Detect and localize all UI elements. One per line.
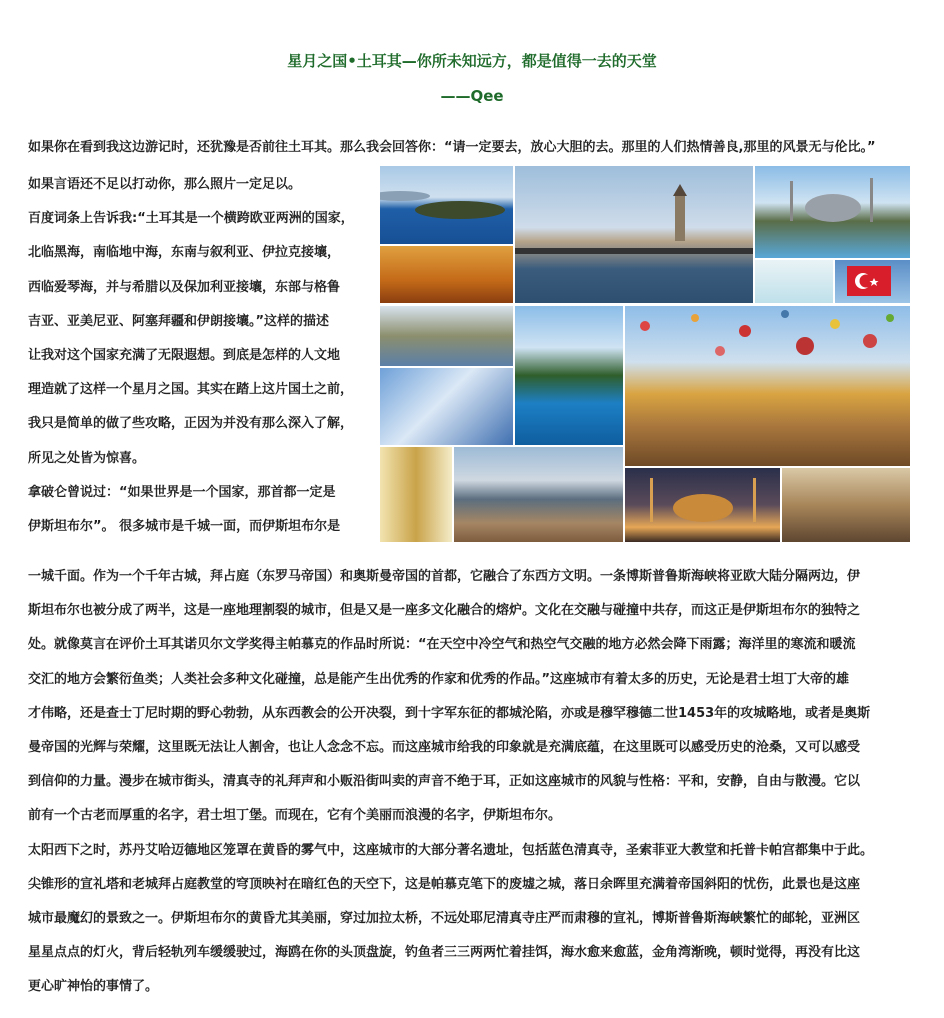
body-line: 斯坦布尔也被分成了两半，这是一座地理割裂的城市，但是又是一座多文化融合的熔炉。文化在交融与碰撞中共存，而这正是伊斯坦布尔的独特之 [28, 603, 861, 619]
body-line: 更心旷神怡的事情了。 [28, 979, 159, 995]
side-line: 如果言语还不足以打动你，那么照片一定足以。 [28, 177, 302, 192]
body-line: 星星点点的灯火，背后轻轨列车缓缓驶过，海鸥在你的头顶盘旋，钓鱼者三三两两忙着挂饵，海水愈来愈蓝，金角湾渐晚，顿时觉得，再没有比这 [28, 945, 861, 961]
photo-coast-rocks [515, 306, 623, 445]
main-paragraph [28, 560, 873, 1004]
article-author: ——Qee [440, 87, 504, 105]
side-line: 所见之处皆为惊喜。 [28, 450, 146, 466]
side-line: 理造就了这样一个星月之国。其实在踏上这片国土之前， [28, 382, 354, 398]
side-line: 我只是简单的做了些攻略，正因为并没有那么深入了解， [28, 416, 354, 432]
article-title: 星月之国•土耳其—你所未知远方，都是值得一去的天堂 [287, 52, 657, 70]
photo-pamukkale [755, 260, 833, 303]
side-line: 伊斯坦布尔”。 很多城市是千城一面，而伊斯坦布尔是 [28, 518, 341, 534]
photo-turkish-flag [835, 260, 910, 303]
photo-galata-tower [515, 166, 753, 303]
intro-line: 如果你在看到我这边游记时，还犹豫是否前往土耳其。那么我会回答你：“请一定要去，放心大胆的去。那里的人们热情善良,那里的风景无与伦比。” [28, 140, 876, 155]
photo-red-cliffs [380, 246, 513, 303]
side-line: 吉亚、亚美尼亚、阿塞拜疆和伊朗接壤。”这样的描述 [28, 313, 330, 329]
photo-snow-mountains [380, 368, 513, 445]
photo-island-sea [380, 166, 513, 244]
photo-lamp-chain [380, 447, 452, 542]
side-line: 拿破仑曾说过：“如果世界是一个国家，那首都一定是 [28, 484, 336, 500]
photo-bosphorus-bridge [454, 447, 623, 542]
side-line: 北临黑海，南临地中海，东南与叙利亚、伊拉克接壤， [28, 245, 341, 261]
body-line: 一城千面。作为一个千年古城，拜占庭（东罗马帝国）和奥斯曼帝国的首都，它融合了东西方文明。一条博斯普鲁斯海峡将亚欧大陆分隔两边，伊 [28, 569, 861, 584]
photo-hagia-sophia-night [625, 468, 780, 542]
body-line: 才伟略，还是查士丁尼时期的野心勃勃，从东西教会的公开决裂，到十字军东征的都城沦陷，亦或是穆罕穆德二世1453年的攻城略地，或者是奥斯 [28, 705, 871, 721]
photo-blue-mosque [755, 166, 910, 258]
body-line: 前有一个古老而厚重的名字，君士坦丁堡。而现在，它有个美丽而浪漫的名字，伊斯坦布尔。 [28, 808, 562, 824]
body-line: 曼帝国的光辉与荣耀，这里既无法让人割舍，也让人念念不忘。而这座城市给我的印象就是充满底蕴，在这里既可以感受历史的沧桑，又可以感受 [28, 739, 861, 755]
body-line: 城市最魔幻的景致之一。伊斯坦布尔的黄昏尤其美丽，穿过加拉太桥，不远处耶尼清真寺庄严而肃穆的宣礼，博斯普鲁斯海峡繁忙的邮轮，亚洲区 [28, 910, 861, 926]
side-line: 百度词条上告诉我:“土耳其是一个横跨欧亚两洲的国家， [28, 211, 354, 227]
side-paragraph [28, 168, 354, 544]
photo-palace-interior [782, 468, 910, 542]
intro-paragraph [28, 131, 876, 165]
body-line: 太阳西下之时，苏丹艾哈迈德地区笼罩在黄昏的雾气中，这座城市的大部分著名遗址，包括蓝色清真寺，圣索菲亚大教堂和托普卡帕宫都集中于此。 [28, 842, 874, 858]
photo-hagia-sophia-view [380, 306, 513, 366]
side-line: 西临爱琴海，并与希腊以及保加利亚接壤，东部与格鲁 [28, 279, 341, 295]
body-line: 尖锥形的宣礼塔和老城拜占庭教堂的穹顶映衬在暗红色的天空下，这是帕慕克笔下的废墟之城，落日余晖里充满着帝国斜阳的忧伤，此景也是这座 [28, 876, 861, 892]
photo-collage [380, 166, 910, 542]
body-line: 处。就像莫言在评价土耳其诺贝尔文学奖得主帕慕克的作品时所说：“在天空中冷空气和热空气交融的地方必然会降下雨露；海洋里的寒流和暖流 [28, 637, 856, 653]
photo-cappadocia-balloons [625, 306, 910, 466]
body-line: 交汇的地方会繁衍鱼类；人类社会多种文化碰撞，总是能产生出优秀的作家和优秀的作品。”这座城市有着太多的历史，无论是君士坦丁大帝的雄 [28, 671, 850, 687]
side-line: 让我对这个国家充满了无限遐想。到底是怎样的人文地 [28, 347, 341, 363]
body-line: 到信仰的力量。漫步在城市街头，清真寺的礼拜声和小贩沿街叫卖的声音不绝于耳，正如这座城市的风貌与性格：平和，安静，自由与散漫。它以 [28, 774, 861, 790]
